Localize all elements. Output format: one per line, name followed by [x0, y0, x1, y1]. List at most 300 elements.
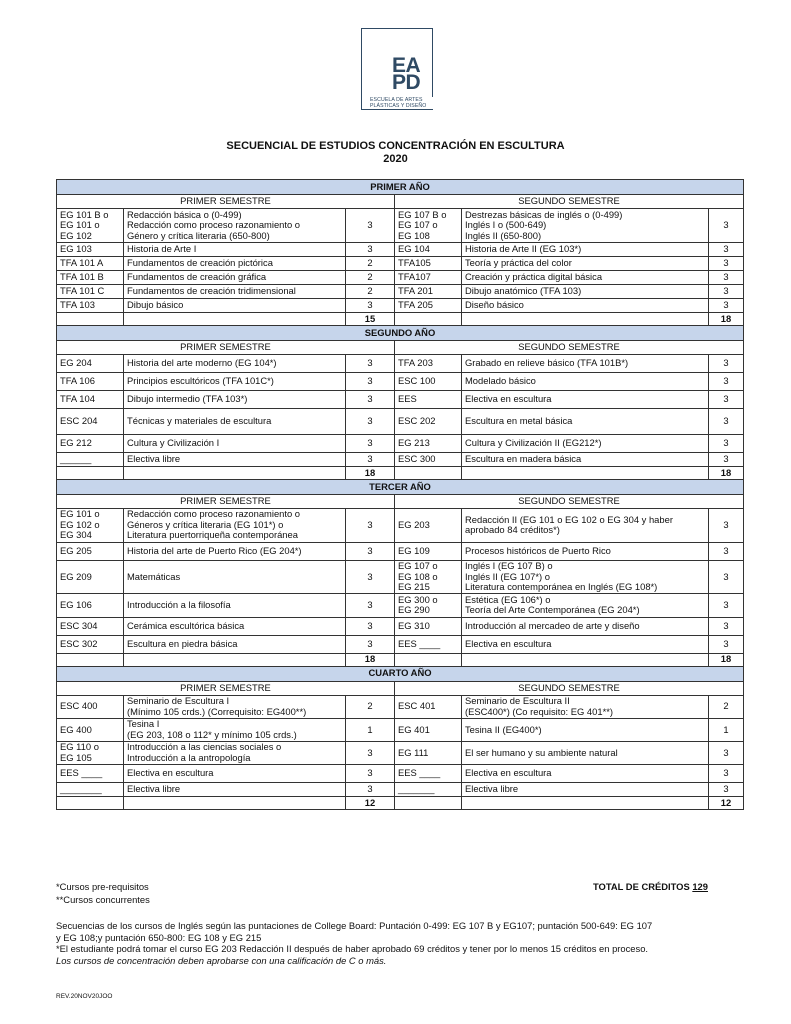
course-code-line: TFA 101 A: [60, 257, 104, 268]
semester-total-first: 12: [346, 797, 395, 810]
course-name: [462, 741, 709, 764]
course-code: [57, 695, 124, 718]
course-credits: 3: [709, 284, 744, 298]
course-name: [124, 718, 346, 741]
course-credits: 3: [346, 542, 395, 560]
blank-cell: [57, 312, 124, 325]
course-credits: 3: [346, 783, 395, 797]
course-credits: 3: [346, 372, 395, 390]
course-name-line: Teoría del Arte Contemporánea (EG 204*): [465, 604, 640, 616]
course-code: [395, 542, 462, 560]
course-code-line: EG 300 o: [398, 593, 438, 605]
course-credits: 3: [346, 452, 395, 466]
course-code-line: EG 108 o: [398, 570, 438, 582]
course-row: [57, 256, 744, 270]
course-name-line: Técnicas y materiales de escultura: [127, 415, 272, 426]
semester-total-row: [57, 466, 744, 479]
course-name-line: Procesos históricos de Puerto Rico: [465, 544, 611, 556]
course-code: [57, 542, 124, 560]
course-code: [57, 594, 124, 617]
course-row: [57, 298, 744, 312]
semester-total-row: [57, 312, 744, 325]
course-code-line: EG 209: [60, 570, 92, 582]
course-name-line: Géneros y crítica literaria (EG 101*) o: [127, 518, 284, 530]
course-name: [124, 354, 346, 372]
course-code: [57, 354, 124, 372]
semester-total-row: [57, 797, 744, 810]
course-code: [395, 695, 462, 718]
course-name: [124, 635, 346, 653]
course-row: [57, 695, 744, 718]
course-name-line: Historia de Arte I: [127, 243, 197, 254]
blank-cell: [395, 466, 462, 479]
title-line-1: SECUENCIAL DE ESTUDIOS CONCENTRACIÓN EN ESCULTURA: [226, 140, 565, 152]
course-row: [57, 594, 744, 617]
course-name-line: Creación y práctica digital básica: [465, 271, 603, 282]
course-code: [57, 741, 124, 764]
course-name: [462, 508, 709, 542]
course-code-line: TFA 201: [398, 285, 433, 296]
course-name: [462, 256, 709, 270]
course-code-line: EG 304: [60, 529, 92, 541]
course-name-line: Electiva libre: [127, 453, 181, 464]
course-code-line: EG 101 B o: [60, 208, 109, 220]
course-row: [57, 270, 744, 284]
course-row: [57, 508, 744, 542]
course-name-line: Escultura en metal básica: [465, 415, 573, 426]
prereq-note: *Cursos pre-requisitos: [56, 881, 149, 892]
course-credits: 3: [346, 408, 395, 434]
course-code-line: TFA 103: [60, 299, 95, 310]
course-credits: 3: [709, 783, 744, 797]
course-name: [462, 209, 709, 243]
course-code: [395, 390, 462, 408]
blank-cell: [57, 466, 124, 479]
course-code: [57, 242, 124, 256]
course-code-line: EG 213: [398, 437, 430, 448]
course-credits: 2: [346, 695, 395, 718]
blank-cell: [462, 312, 709, 325]
course-row: [57, 209, 744, 243]
course-name: [124, 390, 346, 408]
course-name-line: El ser humano y su ambiente natural: [465, 746, 618, 758]
revision-code: REV.20NOV20JOO: [56, 993, 113, 1000]
course-code-line: EG 102: [60, 229, 92, 241]
course-code-line: EG 212: [60, 437, 92, 448]
course-name-line: Grabado en relieve básico (TFA 101B*): [465, 357, 629, 368]
course-name: [124, 560, 346, 594]
year-header-row: [57, 666, 744, 681]
course-code: [57, 765, 124, 783]
course-code: [57, 560, 124, 594]
course-name: [462, 408, 709, 434]
course-row: [57, 242, 744, 256]
course-credits: 3: [709, 508, 744, 542]
course-name: [462, 783, 709, 797]
course-credits: 3: [346, 434, 395, 452]
course-code-line: EG 110 o: [60, 741, 99, 753]
course-name: [462, 354, 709, 372]
course-name-line: Cerámica escultórica básica: [127, 619, 245, 631]
course-name: [124, 298, 346, 312]
course-name: [124, 408, 346, 434]
course-code-line: EG 105: [60, 752, 92, 764]
course-code: [395, 452, 462, 466]
course-name: [124, 695, 346, 718]
course-code: [395, 765, 462, 783]
course-code-line: EG 108: [398, 229, 430, 241]
course-code-line: EG 107 o: [398, 560, 438, 572]
course-name-line: Fundamentos de creación gráfica: [127, 271, 267, 282]
course-name: [124, 594, 346, 617]
course-code-line: EG 401: [398, 723, 430, 735]
course-credits: 3: [346, 741, 395, 764]
course-name: [124, 741, 346, 764]
course-code: [57, 372, 124, 390]
course-name-line: Redacción básica o (0-499): [127, 208, 242, 220]
semester-total-first: 18: [346, 466, 395, 479]
course-row: [57, 390, 744, 408]
course-code-line: ESC 300: [398, 453, 436, 464]
logo-sub-line-2: PLÁSTICAS Y DISEÑO: [370, 103, 427, 109]
course-credits: 2: [346, 270, 395, 284]
course-name-line: Inglés II (650-800): [465, 229, 542, 241]
course-credits: 3: [709, 298, 744, 312]
course-row: [57, 408, 744, 434]
course-credits: 3: [346, 635, 395, 653]
course-name: [124, 372, 346, 390]
course-code: [395, 560, 462, 594]
course-code: [57, 434, 124, 452]
course-credits: 2: [346, 256, 395, 270]
course-code-line: EG 290: [398, 604, 430, 616]
course-name: [124, 270, 346, 284]
course-name-line: Fundamentos de creación pictórica: [127, 257, 273, 268]
course-name-line: Modelado básico: [465, 375, 536, 386]
course-code: [395, 354, 462, 372]
course-credits: 3: [709, 617, 744, 635]
course-code-line: EES: [398, 393, 417, 404]
course-name-line: aprobado 84 créditos*): [465, 524, 560, 536]
course-name-line: Redacción II (EG 101 o EG 102 o EG 304 y haber: [465, 513, 673, 525]
course-name: [462, 298, 709, 312]
course-code-line: _______: [398, 783, 435, 795]
course-code: [395, 718, 462, 741]
course-name: [462, 390, 709, 408]
course-name-line: Historia de Arte II (EG 103*): [465, 243, 582, 254]
course-code-line: TFA 205: [398, 299, 433, 310]
year-header: CUARTO AÑO: [57, 666, 744, 681]
year-header-row: [57, 325, 744, 340]
course-row: [57, 635, 744, 653]
semester-header-row: [57, 494, 744, 508]
course-credits: 3: [346, 560, 395, 594]
course-code-line: EG 205: [60, 544, 92, 556]
course-code-line: TFA 203: [398, 357, 433, 368]
course-credits: 3: [709, 594, 744, 617]
course-code: [57, 408, 124, 434]
semester-header-first: PRIMER SEMESTRE: [57, 494, 395, 508]
course-credits: 2: [709, 695, 744, 718]
course-code-line: TFA107: [398, 271, 431, 282]
blank-cell: [124, 797, 346, 810]
semester-header-second: SEGUNDO SEMESTRE: [395, 340, 744, 354]
course-row: [57, 354, 744, 372]
semester-total-row: [57, 653, 744, 666]
course-name-line: Introducción a la filosofía: [127, 599, 231, 611]
semester-header-second: SEGUNDO SEMESTRE: [395, 681, 744, 695]
blank-cell: [57, 653, 124, 666]
page-title: [0, 140, 791, 166]
course-name: [124, 542, 346, 560]
course-code-line: EG 106: [60, 599, 92, 611]
semester-total-second: 18: [709, 653, 744, 666]
total-credits-value: 129: [692, 881, 708, 892]
course-code: [395, 209, 462, 243]
course-name-line: Diseño básico: [465, 299, 524, 310]
semester-header-first: PRIMER SEMESTRE: [57, 340, 395, 354]
course-row: [57, 542, 744, 560]
course-code: [395, 594, 462, 617]
course-name-line: Tesina II (EG400*): [465, 723, 542, 735]
year-header: TERCER AÑO: [57, 479, 744, 494]
course-name-line: (EG 203, 108 o 112* y mínimo 105 crds.): [127, 728, 297, 740]
course-credits: 3: [346, 617, 395, 635]
course-name-line: Matemáticas: [127, 570, 181, 582]
course-code-line: TFA 101 B: [60, 271, 104, 282]
course-credits: 3: [709, 209, 744, 243]
course-name-line: Tesina I: [127, 718, 160, 730]
course-credits: 3: [709, 372, 744, 390]
course-name: [462, 617, 709, 635]
course-name-line: Cultura y Civilización II (EG212*): [465, 437, 602, 448]
course-credits: 3: [709, 242, 744, 256]
course-name-line: Principios escultóricos (TFA 101C*): [127, 375, 274, 386]
course-name: [462, 635, 709, 653]
course-name: [124, 765, 346, 783]
course-name: [124, 783, 346, 797]
course-code: [395, 508, 462, 542]
course-name-line: Introducción a la antropología: [127, 752, 251, 764]
course-code: [57, 718, 124, 741]
course-credits: 3: [709, 354, 744, 372]
course-code-line: EG 101 o: [60, 219, 100, 231]
course-name: [462, 452, 709, 466]
course-credits: 3: [709, 560, 744, 594]
course-credits: 3: [709, 390, 744, 408]
course-code-line: EES ____: [398, 637, 441, 649]
course-name-line: Historia del arte moderno (EG 104*): [127, 357, 277, 368]
course-code: [395, 408, 462, 434]
course-name-line: Historia del arte de Puerto Rico (EG 204*): [127, 544, 302, 556]
course-row: [57, 452, 744, 466]
course-name-line: Dibujo anatómico (TFA 103): [465, 285, 582, 296]
course-row: [57, 560, 744, 594]
course-name-line: Inglés I (EG 107 B) o: [465, 560, 553, 572]
course-code-line: ESC 302: [60, 637, 98, 649]
course-name-line: Escultura en piedra básica: [127, 637, 238, 649]
course-code: [57, 256, 124, 270]
course-credits: 1: [709, 718, 744, 741]
course-name: [124, 452, 346, 466]
course-code: [395, 434, 462, 452]
course-code: [57, 270, 124, 284]
semester-total-second: 18: [709, 312, 744, 325]
semester-total-first: 15: [346, 312, 395, 325]
blank-cell: [462, 653, 709, 666]
course-name-line: Introducción al mercadeo de arte y diseño: [465, 619, 640, 631]
course-code: [395, 298, 462, 312]
course-name: [124, 434, 346, 452]
course-name: [124, 242, 346, 256]
course-code-line: ESC 202: [398, 415, 436, 426]
eg203-note: *El estudiante podrá tomar el curso EG 203 Redacción II después de haber aprobado 69 créditos y tener por lo menos 15 créditos en proceso.: [56, 943, 649, 954]
blank-cell: [462, 466, 709, 479]
course-credits: 3: [346, 298, 395, 312]
year-header-row: [57, 180, 744, 195]
course-code: [395, 783, 462, 797]
course-name-line: Estética (EG 106*) o: [465, 593, 551, 605]
course-code-line: ESC 204: [60, 415, 98, 426]
english-note-line-1: Secuencias de los cursos de Inglés según las puntaciones de College Board: Puntación 0-499: EG 107 B y EG107; puntación 500-649: EG 107: [56, 920, 653, 931]
semester-total-second: 18: [709, 466, 744, 479]
course-credits: 3: [346, 209, 395, 243]
course-name: [462, 542, 709, 560]
course-name-line: Electiva libre: [127, 783, 181, 795]
course-code-line: EES ____: [60, 767, 103, 779]
blank-cell: [395, 797, 462, 810]
course-code-line: EG 102 o: [60, 518, 100, 530]
course-code-line: EG 101 o: [60, 508, 100, 520]
course-row: [57, 765, 744, 783]
course-name-line: Introducción a las ciencias sociales o: [127, 741, 282, 753]
course-name-line: Inglés II (EG 107*) o: [465, 570, 550, 582]
course-name: [462, 718, 709, 741]
course-credits: 3: [709, 741, 744, 764]
course-name: [462, 594, 709, 617]
course-code: [57, 783, 124, 797]
blank-cell: [395, 653, 462, 666]
course-code: [57, 284, 124, 298]
course-name-line: Redacción como proceso razonamiento o: [127, 219, 301, 231]
course-code-line: EG 310: [398, 619, 430, 631]
course-row: [57, 372, 744, 390]
course-code: [395, 270, 462, 284]
course-credits: 3: [709, 765, 744, 783]
course-code-line: EES ____: [398, 767, 441, 779]
course-name-line: Redacción como proceso razonamiento o: [127, 508, 301, 520]
course-credits: 3: [346, 508, 395, 542]
course-name: [124, 284, 346, 298]
course-name-line: Electiva en escultura: [127, 767, 214, 779]
course-name: [462, 270, 709, 284]
course-name-line: Dibujo básico: [127, 299, 184, 310]
course-name: [462, 434, 709, 452]
course-row: [57, 718, 744, 741]
course-code-line: ______: [60, 453, 92, 464]
course-name-line: Electiva en escultura: [465, 767, 552, 779]
course-code-line: ESC 400: [60, 700, 98, 712]
course-credits: 3: [346, 765, 395, 783]
course-name: [462, 284, 709, 298]
course-row: [57, 617, 744, 635]
course-code: [395, 635, 462, 653]
logo-line-2: PD: [392, 71, 421, 94]
blank-cell: [124, 312, 346, 325]
course-code: [57, 617, 124, 635]
course-name-line: Teoría y práctica del color: [465, 257, 572, 268]
course-name-line: Género y crítica literaria (650-800): [127, 229, 270, 241]
english-note-line-2: y EG 108;y puntación 650-800: EG 108 y EG 215: [56, 931, 262, 943]
title-line-2: 2020: [383, 153, 408, 165]
course-code: [57, 452, 124, 466]
semester-total-first: 18: [346, 653, 395, 666]
course-name-line: Escultura en madera básica: [465, 453, 582, 464]
course-name-line: Literatura puertorriqueña contemporánea: [127, 529, 298, 541]
course-name: [462, 242, 709, 256]
course-code: [57, 298, 124, 312]
logo-sub-line-1: ESCUELA DE ARTES: [370, 97, 423, 103]
course-credits: 3: [709, 434, 744, 452]
semester-header-second: SEGUNDO SEMESTRE: [395, 494, 744, 508]
course-credits: 3: [709, 635, 744, 653]
semester-header-second: SEGUNDO SEMESTRE: [395, 195, 744, 209]
course-row: [57, 284, 744, 298]
course-name: [462, 695, 709, 718]
year-header-row: [57, 479, 744, 494]
course-name-line: Dibujo intermedio (TFA 103*): [127, 393, 248, 404]
course-code-line: EG 107 o: [398, 219, 438, 231]
course-credits: 3: [709, 270, 744, 284]
logo-line-1: EA: [392, 54, 421, 77]
course-credits: 3: [346, 390, 395, 408]
semester-header-first: PRIMER SEMESTRE: [57, 681, 395, 695]
course-code: [395, 741, 462, 764]
course-code: [57, 508, 124, 542]
course-name-line: Electiva en escultura: [465, 393, 552, 404]
course-code-line: ESC 100: [398, 375, 436, 386]
course-code-line: ESC 304: [60, 619, 98, 631]
course-credits: 3: [709, 542, 744, 560]
course-code: [395, 242, 462, 256]
course-code-line: TFA 104: [60, 393, 95, 404]
total-credits: [593, 881, 708, 892]
course-row: [57, 783, 744, 797]
course-credits: 3: [346, 242, 395, 256]
course-code: [395, 372, 462, 390]
course-code-line: EG 400: [60, 723, 92, 735]
course-code-line: EG 215: [398, 581, 430, 593]
course-name-line: Destrezas básicas de inglés o (0-499): [465, 208, 623, 220]
course-name: [462, 765, 709, 783]
course-code: [395, 256, 462, 270]
course-name: [462, 372, 709, 390]
course-sequence-table: [56, 179, 744, 810]
course-credits: 3: [709, 408, 744, 434]
semester-total-second: 12: [709, 797, 744, 810]
course-name-line: (Mínimo 105 crds.) (Correquisito: EG400**): [127, 705, 307, 717]
course-name: [124, 508, 346, 542]
semester-header-row: [57, 681, 744, 695]
course-code: [57, 390, 124, 408]
course-code-line: ________: [60, 783, 102, 795]
course-code: [57, 209, 124, 243]
course-name-line: Cultura y Civilización I: [127, 437, 220, 448]
course-code: [57, 635, 124, 653]
course-code-line: EG 104: [398, 243, 430, 254]
course-credits: 3: [709, 256, 744, 270]
course-name-line: Seminario de Escultura II: [465, 695, 570, 707]
